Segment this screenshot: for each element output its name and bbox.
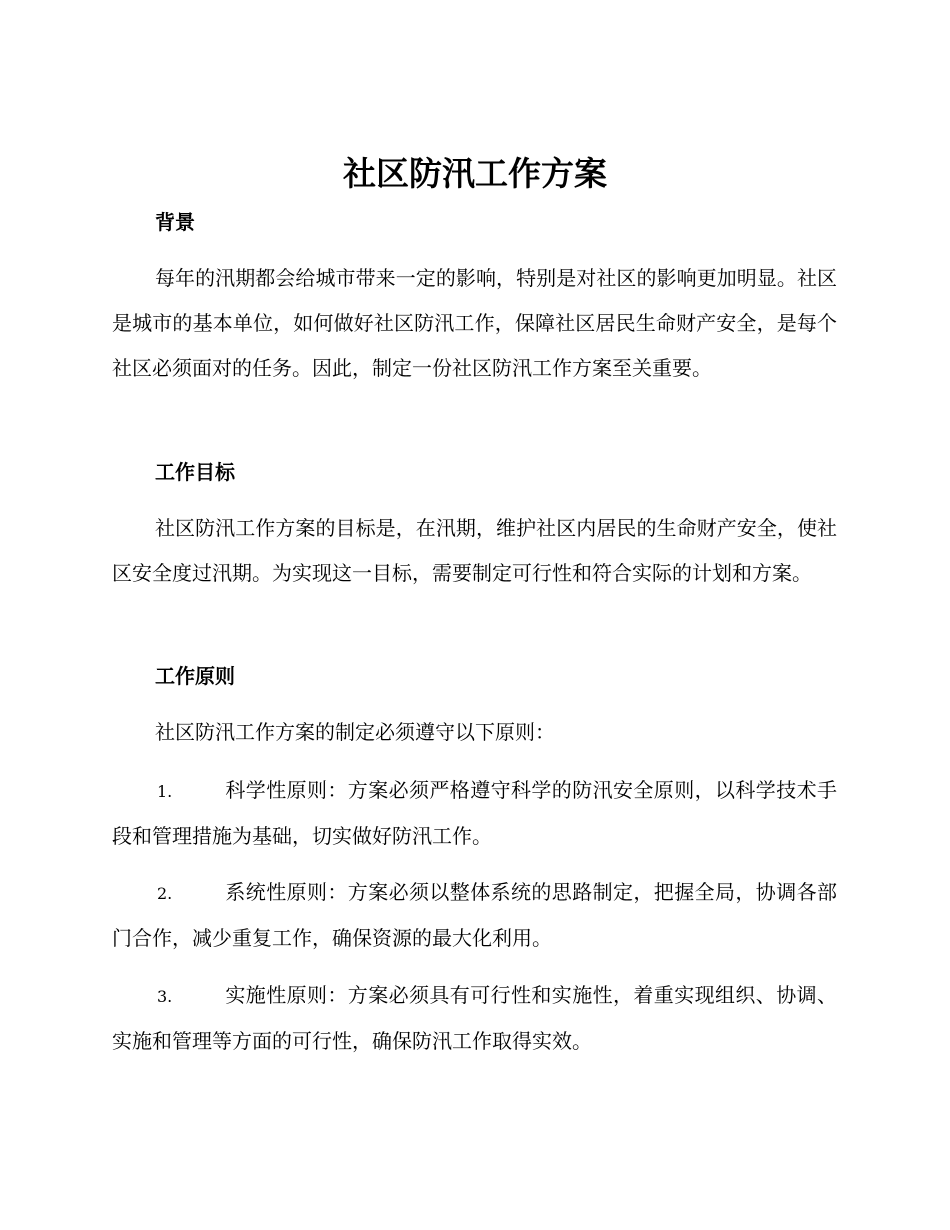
- list-item-text: 实施性原则：方案必须具有可行性和实施性，着重实现组织、协调、实施和管理等方面的可行性，确保防汛工作取得实效。: [112, 983, 837, 1053]
- principle-item-2: [112, 870, 837, 961]
- section-heading-background: 背景: [155, 210, 195, 234]
- section-heading-principles: 工作原则: [155, 664, 235, 688]
- goal-paragraph: 社区防汛工作方案的目标是，在汛期，维护社区内居民的生命财产安全，使社区安全度过汛期。为实现这一目标，需要制定可行性和符合实际的计划和方案。: [112, 516, 837, 585]
- list-number: 3.: [157, 987, 173, 1006]
- principle-item-1: [112, 768, 837, 859]
- principle-item-3: [112, 973, 837, 1064]
- list-item-text: 系统性原则：方案必须以整体系统的思路制定，把握全局，协调各部门合作，减少重复工作，确保资源的最大化利用。: [112, 880, 837, 950]
- list-item-text: 科学性原则：方案必须严格遵守科学的防汛安全原则，以科学技术手段和管理措施为基础，切实做好防汛工作。: [112, 778, 837, 848]
- principles-intro: 社区防汛工作方案的制定必须遵守以下原则：: [155, 720, 555, 744]
- list-number: 2.: [157, 884, 173, 903]
- section-heading-goal: 工作目标: [155, 460, 235, 484]
- list-number: 1.: [157, 782, 173, 801]
- background-paragraph: 每年的汛期都会给城市带来一定的影响，特别是对社区的影响更加明显。社区是城市的基本单位，如何做好社区防汛工作，保障社区居民生命财产安全，是每个社区必须面对的任务。因此，制定一份社区防汛工作方案至关重要。: [112, 266, 837, 380]
- document-title: 社区防汛工作方案: [343, 154, 607, 193]
